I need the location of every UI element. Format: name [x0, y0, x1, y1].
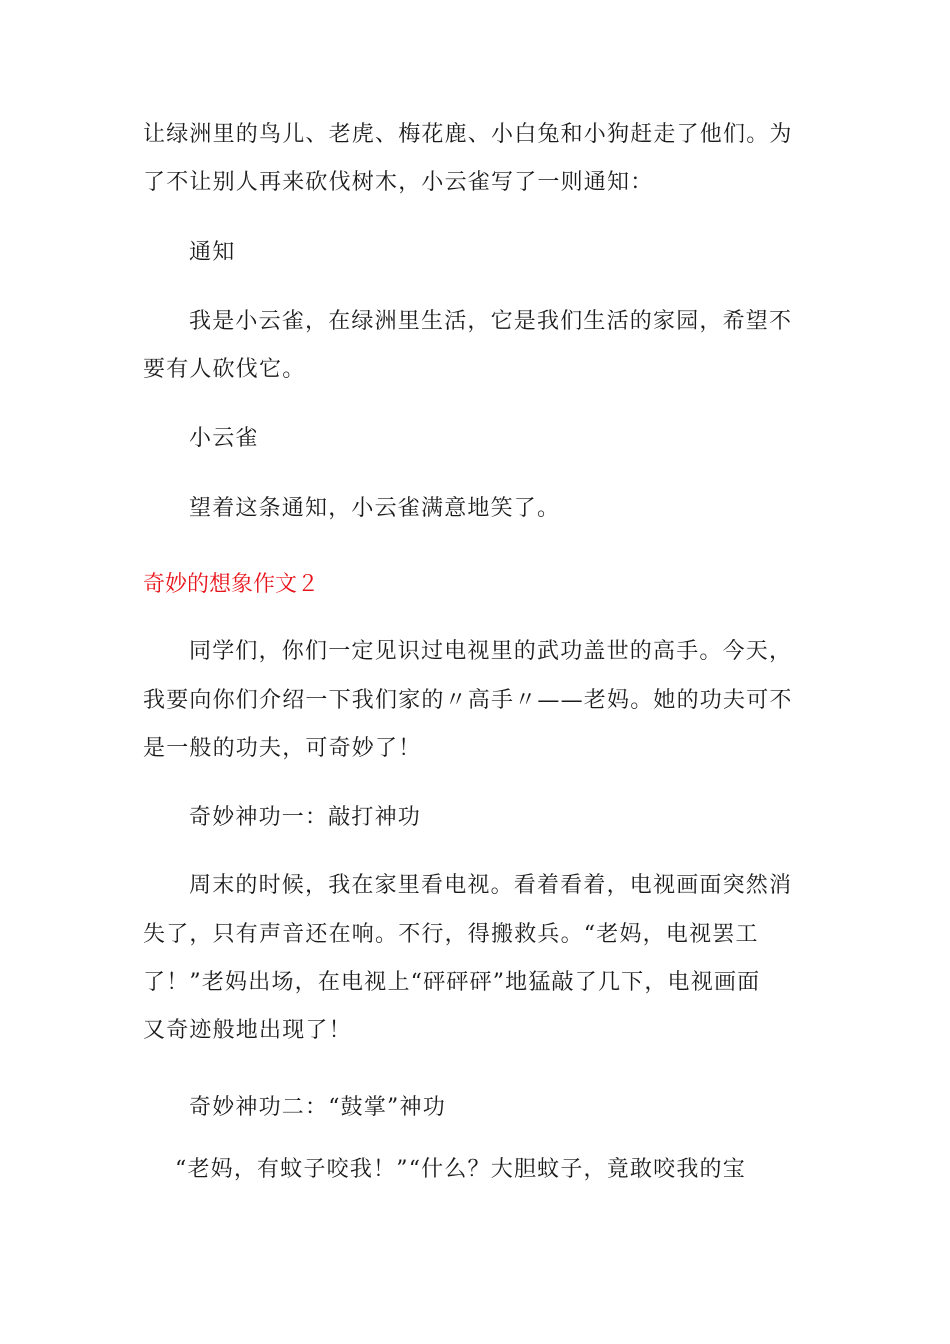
paragraph-line: 了不让别人再来砍伐树木，小云雀写了一则通知：: [143, 170, 654, 195]
paragraph-line: 同学们，你们一定见识过电视里的武功盖世的高手。今天，: [189, 639, 793, 664]
paragraph-line: 让绿洲里的鸟儿、老虎、梅花鹿、小白兔和小狗赶走了他们。为: [143, 122, 793, 147]
notice-title: 通知: [189, 240, 236, 265]
paragraph-line: 我要向你们介绍一下我们家的〃高手〃——老妈。她的功夫可不: [143, 688, 793, 713]
paragraph-line: 又奇迹般地出现了！: [143, 1018, 352, 1043]
paragraph-line: 我是小云雀，在绿洲里生活，它是我们生活的家园，希望不: [189, 309, 793, 334]
section-heading: 奇妙的想象作文２: [143, 572, 320, 597]
paragraph-line: “老妈，有蚊子咬我！”“什么？大胆蚊子，竟敢咬我的宝: [175, 1157, 746, 1182]
subsection-title: 奇妙神功一：敲打神功: [189, 805, 422, 830]
paragraph-line: 失了，只有声音还在响。不行，得搬救兵。“老妈，电视罢工: [143, 922, 759, 947]
subsection-title: 奇妙神功二：“鼓掌”神功: [189, 1095, 446, 1120]
paragraph-line: 要有人砍伐它。: [143, 357, 306, 382]
paragraph-line: 了！”老妈出场，在电视上“砰砰砰”地猛敲了几下，电视画面: [143, 970, 761, 995]
notice-signature: 小云雀: [189, 426, 259, 451]
paragraph-line: 望着这条通知，小云雀满意地笑了。: [189, 496, 561, 521]
paragraph-line: 周末的时候，我在家里看电视。看着看着，电视画面突然消: [189, 873, 793, 898]
paragraph-line: 是一般的功夫，可奇妙了！: [143, 736, 422, 761]
